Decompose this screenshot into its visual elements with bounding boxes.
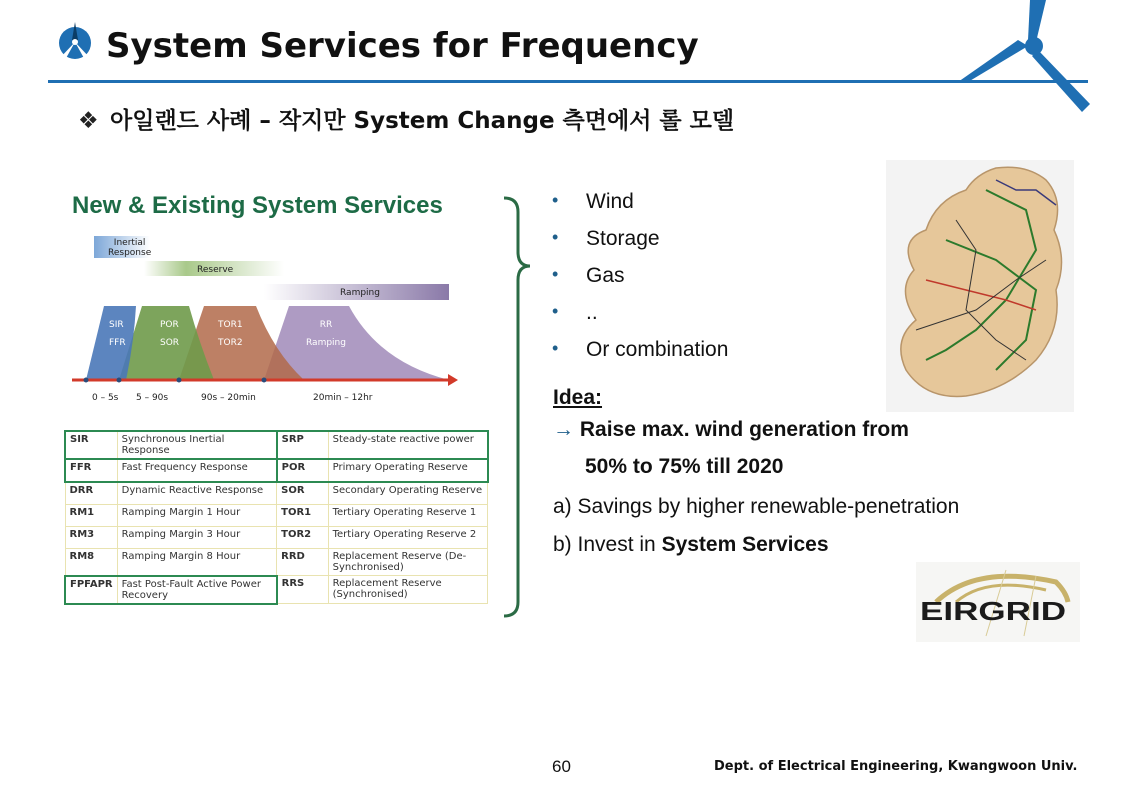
service-code-cell: POR (277, 459, 329, 482)
bullet-item: • Gas (552, 264, 728, 301)
service-desc-cell: Replacement Reserve (Synchronised) (328, 576, 488, 604)
eirgrid-logo-text: EIRGRID (920, 596, 1066, 626)
bullet-item: • Storage (552, 227, 728, 264)
table-row (65, 431, 488, 459)
service-code-cell: SOR (277, 482, 329, 505)
curve-label-top: SIR (109, 320, 124, 330)
inertial-label-line1: Inertial (113, 238, 146, 248)
subtitle-prefix: 아일랜드 사례 – 작지만 (110, 108, 354, 134)
footer-department: Dept. of Electrical Engineering, Kwangwoon Univ. (714, 759, 1078, 774)
service-code-cell: FFR (65, 459, 117, 482)
curve-label-bottom: Ramping (306, 338, 346, 348)
source-bullet-list (552, 190, 728, 375)
curly-bracket (500, 194, 534, 620)
slide-subtitle (78, 102, 734, 135)
service-desc-cell: Synchronous Inertial Response (117, 431, 277, 459)
service-code-cell: RM8 (65, 549, 117, 576)
eirgrid-logo (916, 562, 1080, 642)
service-desc-cell: Ramping Margin 8 Hour (117, 549, 277, 576)
service-desc-cell: Replacement Reserve (De-Synchronised) (328, 549, 488, 576)
service-desc-cell: Steady-state reactive power (328, 431, 488, 459)
service-code-cell: RM3 (65, 527, 117, 549)
service-desc-cell: Fast Post-Fault Active Power Recovery (117, 576, 277, 604)
service-desc-cell: Secondary Operating Reserve (328, 482, 488, 505)
table-row (65, 482, 488, 505)
reserve-label: Reserve (197, 265, 234, 275)
curve-label-top: POR (160, 320, 179, 330)
service-code-cell: RRD (277, 549, 329, 576)
ramping-label: Ramping (340, 288, 380, 298)
curve-label-sir (109, 316, 126, 352)
bullet-item: • Or combination (552, 338, 728, 375)
idea-line-1-text: Raise max. wind generation from (579, 418, 909, 441)
subtitle-suffix: 측면에서 롤 모델 (554, 108, 735, 134)
university-logo-icon (56, 18, 94, 66)
table-row (65, 549, 488, 576)
bullet-item: • Wind (552, 190, 728, 227)
service-desc-cell: Dynamic Reactive Response (117, 482, 277, 505)
curve-label-por (160, 316, 179, 352)
curve-label-bottom: SOR (160, 338, 180, 348)
time-label: 90s – 20min (201, 393, 256, 403)
axis-arrow-icon (448, 374, 458, 386)
time-label: 5 – 90s (136, 393, 169, 403)
curve-label-rr (306, 316, 346, 352)
savings-item-b (553, 533, 829, 557)
idea-line-1 (553, 418, 909, 442)
service-code-cell: RM1 (65, 505, 117, 527)
services-table-container (64, 430, 489, 605)
bullet-item: • .. (552, 301, 728, 338)
curve-label-bottom: FFR (109, 338, 126, 348)
service-code-cell: DRR (65, 482, 117, 505)
arrow-icon: → (553, 418, 574, 441)
services-panel-title: New & Existing System Services (72, 192, 443, 219)
ireland-grid-map (886, 160, 1074, 412)
service-desc-cell: Ramping Margin 1 Hour (117, 505, 277, 527)
diamond-bullet-icon: ❖ (78, 108, 99, 134)
wind-turbine-icon (958, 0, 1098, 115)
curve-label-top: TOR1 (218, 320, 243, 330)
savings-b-prefix: b) Invest in (553, 533, 662, 556)
service-code-cell: RRS (277, 576, 329, 604)
service-code-cell: TOR1 (277, 505, 329, 527)
subtitle-english: System Change (353, 108, 555, 134)
curve-label-bottom: TOR2 (218, 338, 243, 348)
inertial-response-label (108, 238, 151, 258)
savings-b-bold: System Services (661, 533, 829, 556)
service-code-cell: FPFAPR (65, 576, 117, 604)
service-desc-cell: Tertiary Operating Reserve 2 (328, 527, 488, 549)
inertial-label-line2: Response (108, 248, 152, 258)
time-label: 20min – 12hr (313, 393, 373, 403)
time-label: 0 – 5s (92, 393, 119, 403)
curve-label-top: RR (319, 320, 333, 330)
table-row (65, 459, 488, 482)
service-desc-cell: Ramping Margin 3 Hour (117, 527, 277, 549)
service-code-cell: TOR2 (277, 527, 329, 549)
title-divider (48, 80, 1088, 83)
idea-heading: Idea: (553, 386, 603, 409)
service-desc-cell: Primary Operating Reserve (328, 459, 488, 482)
services-table (64, 430, 489, 605)
service-desc-cell: Tertiary Operating Reserve 1 (328, 505, 488, 527)
service-code-cell: SIR (65, 431, 117, 459)
savings-item-a: a) Savings by higher renewable-penetration (553, 495, 960, 518)
table-row (65, 527, 488, 549)
curve-label-tor (218, 316, 243, 352)
slide-title: System Services for Frequency (106, 26, 699, 66)
table-row (65, 576, 488, 604)
idea-line-2: 50% to 75% till 2020 (585, 455, 784, 478)
service-desc-cell: Fast Frequency Response (117, 459, 277, 482)
table-row (65, 505, 488, 527)
page-number: 60 (552, 757, 571, 776)
service-code-cell: SRP (277, 431, 329, 459)
